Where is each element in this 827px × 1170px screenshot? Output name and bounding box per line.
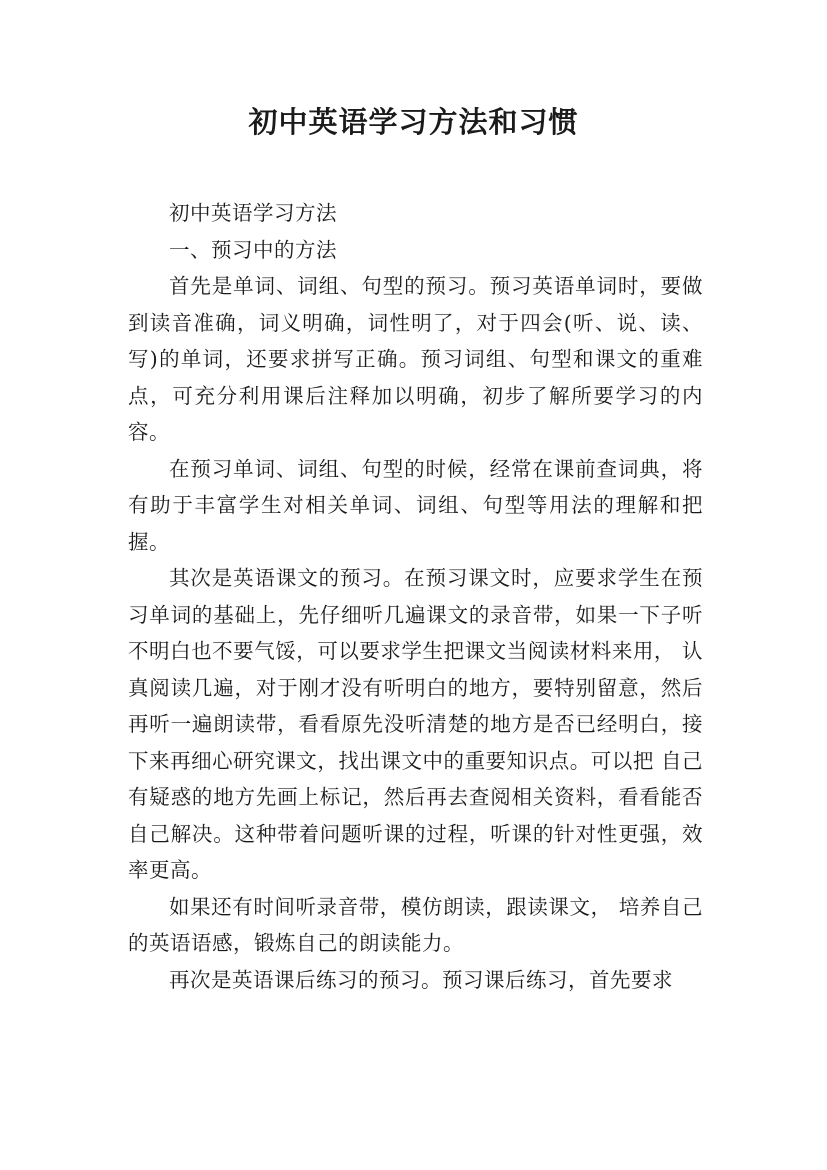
subheading: 一、预习中的方法 <box>169 237 337 262</box>
paragraph: 其次是英语课文的预习。在预习课文时，应要求学生在预习单词的基础上，先仔细听几遍课文的录音带，如果一下子听不明白也不要气馁，可以要求学生把课文当阅读材料来用， 认真阅读几遍，对于刚才没有听明白的地方，要特别留意，然后再听一遍朗读带，看看原先没听清楚的地方是否已经明白，接下来再细心研究课文，找出课文中的重要知识点。可以把 自己有疑惑的地方先画上标记，然后再去查阅相关资料，看看能否自己解决。这种带着问题听课的过程，听课的针对性更强，效率更高。 <box>128 566 703 882</box>
paragraph: 在预习单词、词组、句型的时候，经常在课前查词典，将有助于丰富学生对相关单词、词组、句型等用法的理解和把握。 <box>128 456 703 554</box>
paragraph: 首先是单词、词组、句型的预习。预习英语单词时，要做到读音准确，词义明确，词性明了，对于四会(听、说、读、写)的单词，还要求拼写正确。预习词组、句型和课文的重难点，可充分利用课后注释加以明确，初步了解所要学习的内容。 <box>128 274 703 444</box>
document-title: 初中英语学习方法和习惯 <box>248 105 579 139</box>
paragraph: 如果还有时间听录音带，模仿朗读，跟读课文， 培养自己的英语语感，锻炼自己的朗读能力。 <box>128 894 703 955</box>
document-body <box>128 195 703 998</box>
section-heading: 初中英语学习方法 <box>169 201 337 225</box>
paragraph: 再次是英语课后练习的预习。预习课后练习，首先要求 <box>169 967 673 992</box>
